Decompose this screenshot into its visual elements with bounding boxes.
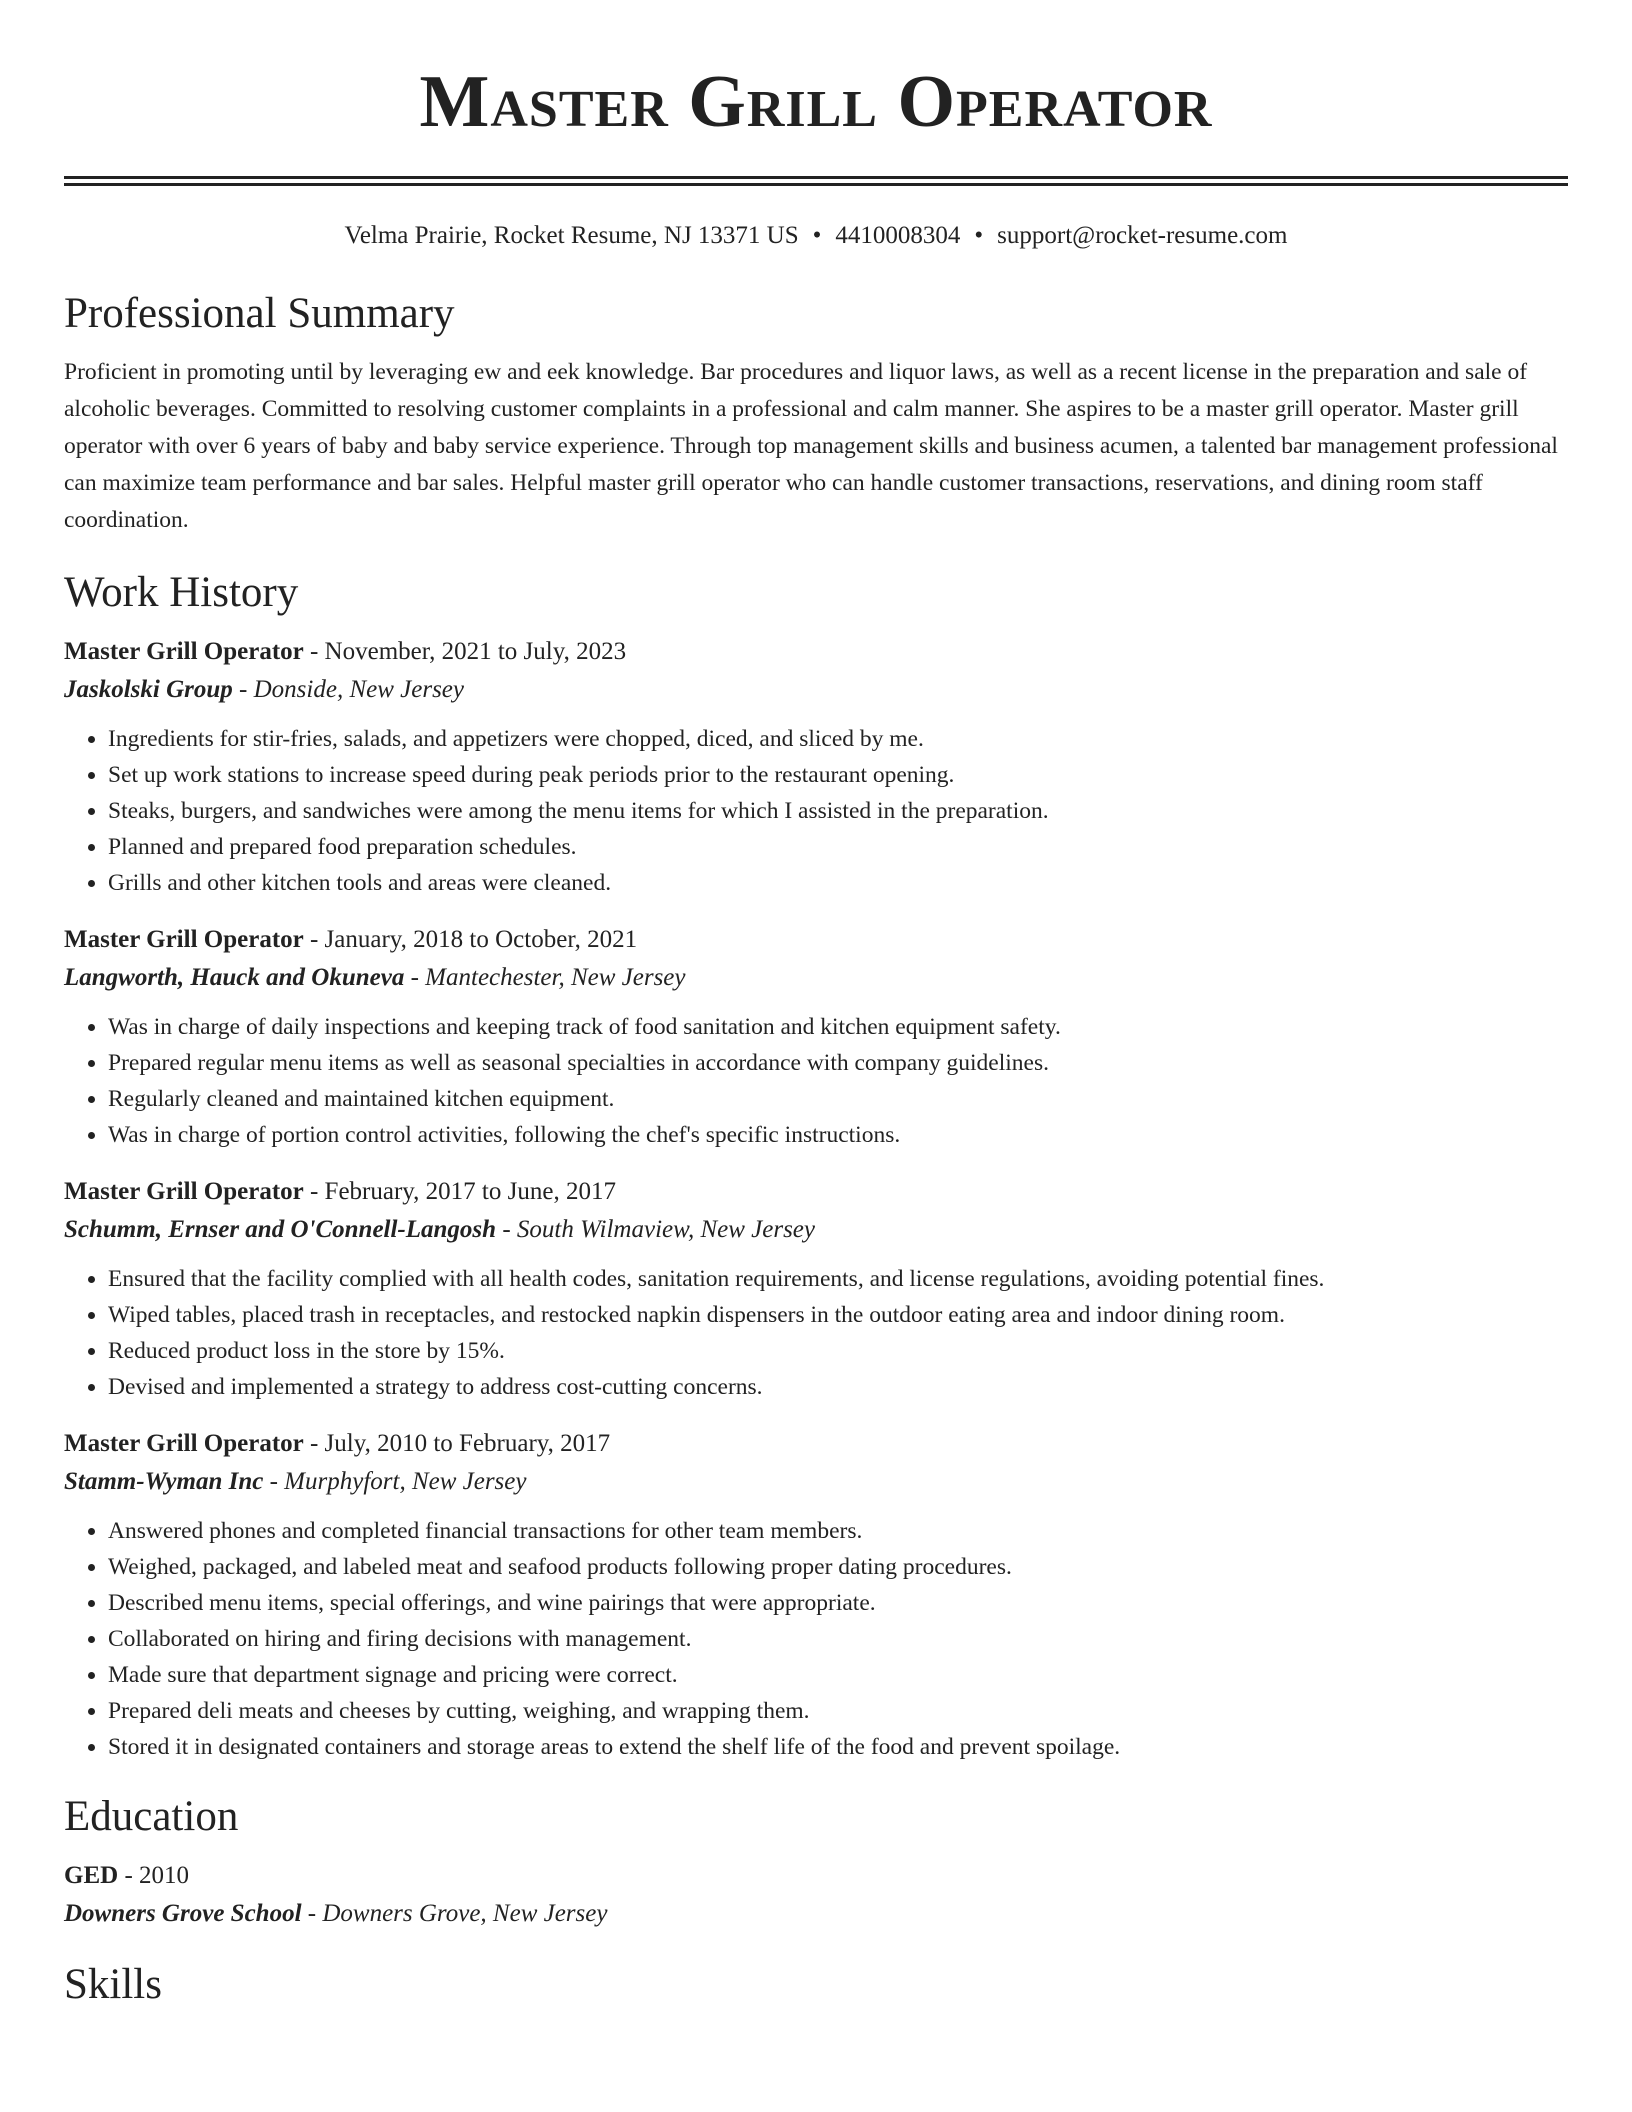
job-duty-item: • Reduced product loss in the store by 15%.: [108, 1333, 1568, 1369]
job-duties-list: [64, 721, 1568, 901]
job-company-line: [64, 671, 1568, 709]
header-divider: [64, 176, 1568, 186]
job-duty-item: • Was in charge of portion control activities, following the chef's specific instructions.: [108, 1117, 1568, 1153]
contact-phone: 4410008304: [835, 222, 961, 249]
job-role: Master Grill Operator: [64, 638, 304, 665]
job-duties-list: [64, 1261, 1568, 1405]
job-entry: [64, 1173, 1568, 1405]
job-title-line: [64, 633, 1568, 671]
job-title-line: [64, 1173, 1568, 1211]
job-duties-list: [64, 1009, 1568, 1153]
job-duties-list: [64, 1513, 1568, 1765]
job-duty-item: • Set up work stations to increase speed during peak periods prior to the restaurant opening.: [108, 757, 1568, 793]
work-history-heading: Work History: [64, 569, 299, 616]
job-company-line: [64, 1211, 1568, 1249]
job-title-line: [64, 1425, 1568, 1463]
summary-text: Proficient in promoting until by leveraging ew and eek knowledge. Bar procedures and liquor laws, as well as a recent license in the preparation and sale of alcoholic beverages. Committed to resolving customer complaints in a professional and calm manner. She aspires to be a master grill operator. Master grill operator with over 6 years of baby and baby service experience. Through top management skills and business acumen, a talented bar management professional can maximize team performance and bar sales. Helpful master grill operator who can handle customer transactions, reservations, and dining room staff coordination.: [64, 359, 1558, 533]
job-company-line: [64, 1463, 1568, 1501]
job-duty-item: • Stored it in designated containers and storage areas to extend the shelf life of the food and prevent spoilage.: [108, 1729, 1568, 1765]
job-company: Stamm-Wyman Inc: [64, 1468, 264, 1495]
job-duty-item: • Steaks, burgers, and sandwiches were among the menu items for which I assisted in the preparation.: [108, 793, 1568, 829]
job-duty-item: • Described menu items, special offerings, and wine pairings that were appropriate.: [108, 1585, 1568, 1621]
job-duty-item: • Weighed, packaged, and labeled meat and seafood products following proper dating procedures.: [108, 1549, 1568, 1585]
summary-heading: Professional Summary: [64, 290, 455, 337]
job-duty-item: • Ingredients for stir-fries, salads, and appetizers were chopped, diced, and sliced by me.: [108, 721, 1568, 757]
job-dates: - November, 2021 to July, 2023: [303, 638, 627, 665]
job-duty-item: • Was in charge of daily inspections and keeping track of food sanitation and kitchen equipment safety.: [108, 1009, 1568, 1045]
education-degree-line: [64, 1857, 1568, 1895]
job-title-line: [64, 921, 1568, 959]
job-duty-item: • Made sure that department signage and pricing were correct.: [108, 1657, 1568, 1693]
job-location: - Murphyfort, New Jersey: [263, 1468, 527, 1495]
skills-heading: Skills: [64, 1961, 162, 2008]
job-company: Langworth, Hauck and Okuneva: [64, 964, 405, 991]
job-entry: [64, 633, 1568, 901]
job-duty-item: • Planned and prepared food preparation schedules.: [108, 829, 1568, 865]
job-duty-item: • Devised and implemented a strategy to address cost-cutting concerns.: [108, 1369, 1568, 1405]
job-duty-item: • Collaborated on hiring and firing decisions with management.: [108, 1621, 1568, 1657]
job-role: Master Grill Operator: [64, 1430, 304, 1457]
contact-separator: •: [812, 222, 822, 249]
education-school: Downers Grove School: [64, 1900, 302, 1927]
job-duty-item: • Wiped tables, placed trash in receptacles, and restocked napkin dispensers in the outdoor eating area and indoor dining room.: [108, 1297, 1568, 1333]
job-dates: - February, 2017 to June, 2017: [303, 1178, 616, 1205]
job-dates: - July, 2010 to February, 2017: [303, 1430, 611, 1457]
job-location: - Donside, New Jersey: [232, 676, 464, 703]
contact-separator: •: [974, 222, 984, 249]
job-entry: [64, 921, 1568, 1153]
job-duty-item: • Prepared deli meats and cheeses by cutting, weighing, and wrapping them.: [108, 1693, 1568, 1729]
job-duty-item: • Regularly cleaned and maintained kitchen equipment.: [108, 1081, 1568, 1117]
education-heading: Education: [64, 1793, 239, 1840]
contact-line: [64, 220, 1568, 252]
work-history-list: [64, 633, 1568, 1765]
resume-name-title: Master Grill Operator: [419, 61, 1213, 143]
job-entry: [64, 1425, 1568, 1765]
job-duty-item: • Answered phones and completed financial transactions for other team members.: [108, 1513, 1568, 1549]
contact-address: Velma Prairie, Rocket Resume, NJ 13371 US: [344, 222, 799, 249]
job-role: Master Grill Operator: [64, 926, 304, 953]
education-school-line: [64, 1895, 1568, 1933]
job-duty-item: • Grills and other kitchen tools and areas were cleaned.: [108, 865, 1568, 901]
education-year: - 2010: [118, 1862, 190, 1889]
education-degree: GED: [64, 1862, 119, 1889]
job-dates: - January, 2018 to October, 2021: [303, 926, 638, 953]
job-location: - South Wilmaview, New Jersey: [496, 1216, 815, 1243]
job-company-line: [64, 959, 1568, 997]
education-location: - Downers Grove, New Jersey: [301, 1900, 608, 1927]
contact-email: support@rocket-resume.com: [997, 222, 1288, 249]
job-role: Master Grill Operator: [64, 1178, 304, 1205]
job-company: Schumm, Ernser and O'Connell-Langosh: [64, 1216, 497, 1243]
job-duty-item: • Ensured that the facility complied with all health codes, sanitation requirements, and license regulations, avoiding potential fines.: [108, 1261, 1568, 1297]
job-location: - Mantechester, New Jersey: [404, 964, 686, 991]
job-company: Jaskolski Group: [64, 676, 233, 703]
job-duty-item: • Prepared regular menu items as well as seasonal specialties in accordance with company guidelines.: [108, 1045, 1568, 1081]
